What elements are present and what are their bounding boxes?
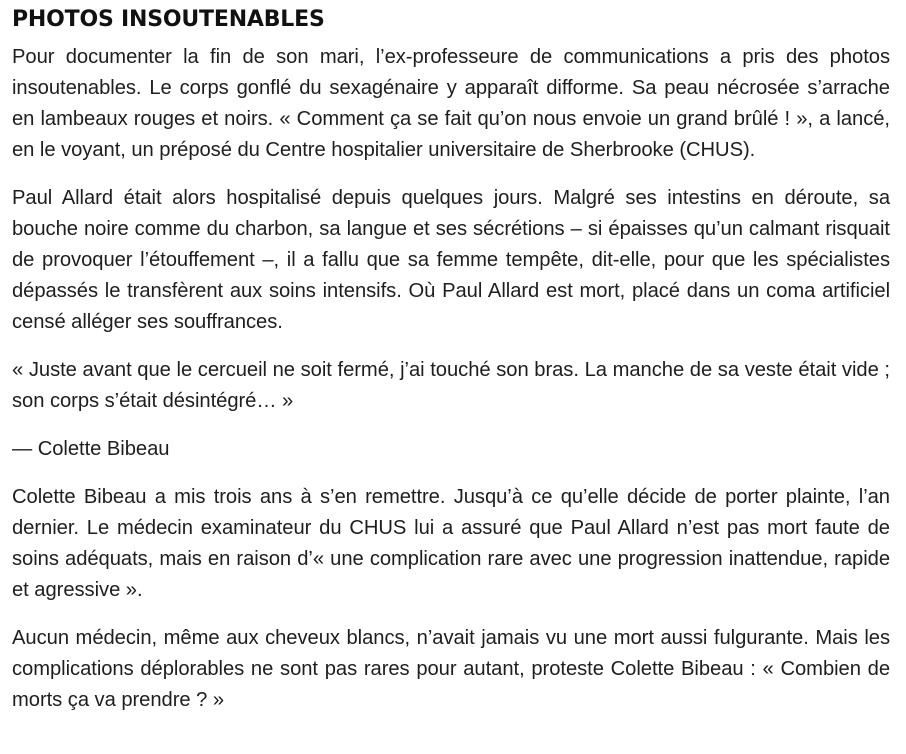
paragraph-hospitalization: Paul Allard était alors hospitalisé depuis quelques jours. Malgré ses intestins en déroute, sa bouche noire comme du charbon, sa langue et ses sécrétions – si épaisses qu’un calmant risquait de provoquer l’étouffement –, il a fallu que sa femme tempête, dit-elle, pour que les spécialistes dépassés le transfèrent aux soins intensifs. Où Paul Allard est mort, placé dans un coma artificiel censé alléger ses souffrances. (12, 187, 890, 333)
paragraph-conclusion: Aucun médecin, même aux cheveux blancs, n’avait jamais vu une mort aussi fulgurante. Mais les complications déplorables ne sont pas rares pour autant, proteste Colette Bibeau : « Combien de morts ça va prendre ? » (12, 627, 890, 711)
section-heading: PHOTOS INSOUTENABLES (12, 7, 325, 32)
quote-attribution: — Colette Bibeau (12, 438, 170, 460)
paragraph-photos: Pour documenter la fin de son mari, l’ex-professeure de communications a pris des photos insoutenables. Le corps gonflé du sexagénaire y apparaît difforme. Sa peau nécrosée s’arrache en lambeaux rouges et noirs. « Comment ça se fait qu’on nous envoie un grand brûlé ! », a lancé, en le voyant, un préposé du Centre hospitalier universitaire de Sherbrooke (CHUS). (12, 46, 890, 161)
article-body (12, 6, 890, 716)
quote-text: « Juste avant que le cercueil ne soit fermé, j’ai touché son bras. La manche de sa veste était vide ; son corps s’était désintégré… » (12, 359, 890, 412)
paragraph-complaint: Colette Bibeau a mis trois ans à s’en remettre. Jusqu’à ce qu’elle décide de porter plainte, l’an dernier. Le médecin examinateur du CHUS lui a assuré que Paul Allard n’est pas mort faute de soins adéquats, mais en raison d’« une complication rare avec une progression inattendue, rapide et agressive ». (12, 486, 890, 601)
